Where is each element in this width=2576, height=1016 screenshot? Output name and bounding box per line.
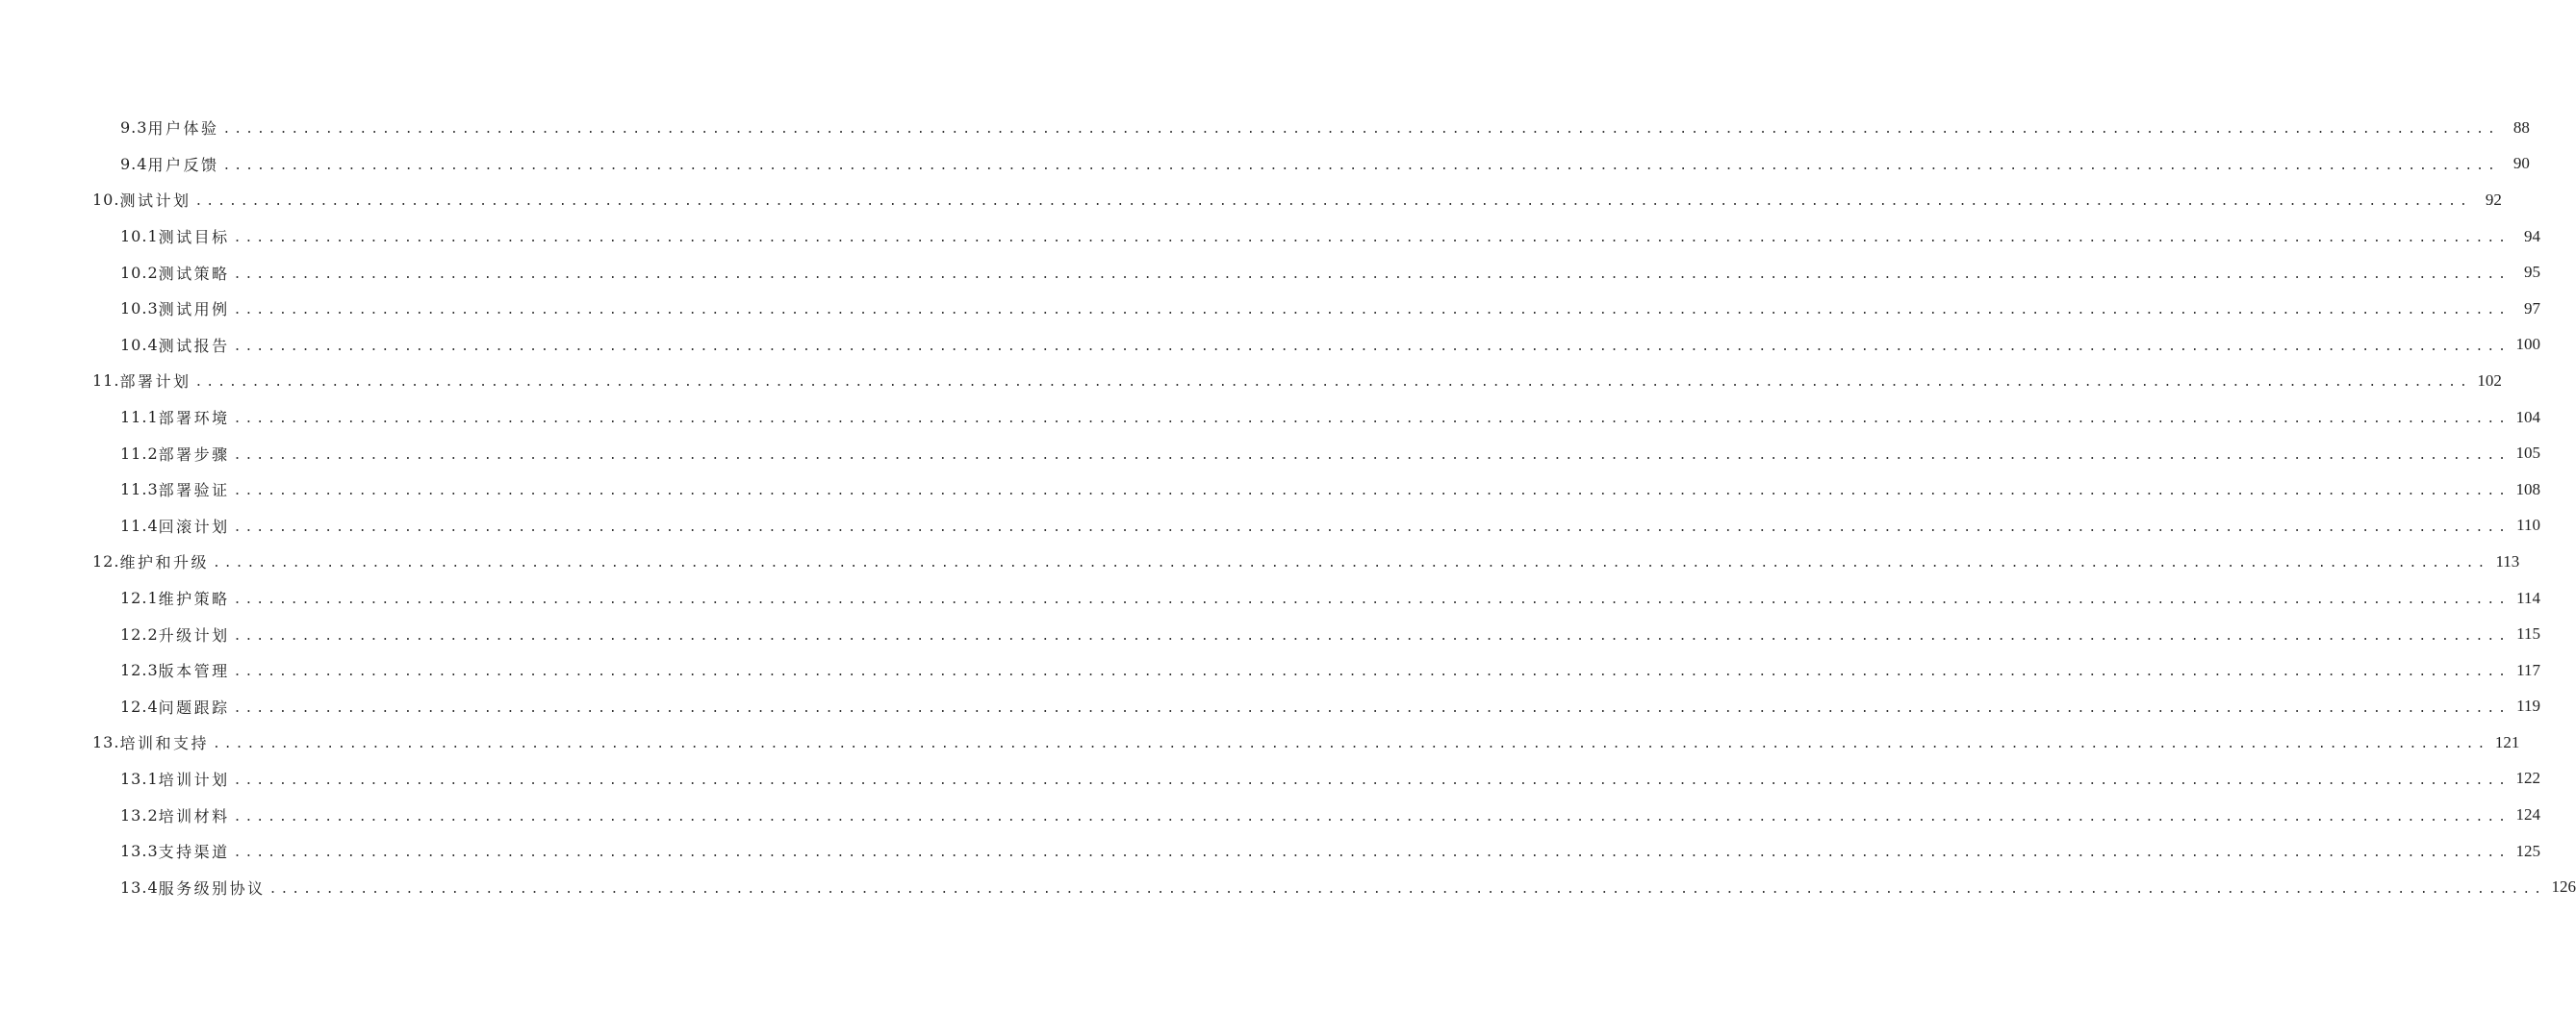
toc-page-number: 108 [2515, 479, 2540, 498]
toc-section-entry[interactable] [0, 146, 2530, 183]
toc-entry-title: 培训计划 [158, 770, 230, 789]
toc-section-entry[interactable] [0, 616, 2540, 652]
toc-entry-number: 12.3 [120, 661, 159, 680]
toc-entry-number: 13.1 [120, 769, 159, 788]
toc-dot-leader: ........................................................................................................................................................................................................ [212, 737, 2489, 752]
toc-dot-leader: ........................................................................................................................................................................................................ [233, 412, 2510, 427]
toc-section-entry[interactable] [0, 797, 2540, 833]
toc-entry-number: 11.4 [120, 516, 159, 535]
toc-chapter-entry[interactable] [0, 544, 2520, 580]
toc-entry-number: 13.2 [120, 805, 159, 825]
toc-entry-title: 部署计划 [119, 372, 191, 392]
toc-dot-leader: ........................................................................................................................................................................................................ [233, 628, 2510, 644]
toc-section-entry[interactable] [0, 471, 2540, 508]
toc-entry-number: 11.3 [120, 480, 159, 499]
toc-chapter-entry[interactable] [0, 182, 2502, 218]
toc-page-number: 119 [2516, 697, 2540, 716]
toc-entry-title: 问题跟踪 [158, 698, 230, 717]
toc-dot-leader: ........................................................................................................................................................................................................ [233, 447, 2510, 463]
toc-dot-leader: ........................................................................................................................................................................................................ [222, 122, 2499, 138]
toc-page-number: 126 [2551, 877, 2576, 897]
toc-entry-title: 部署环境 [158, 409, 230, 428]
toc-page-number: 102 [2477, 370, 2502, 390]
toc-dot-leader: ........................................................................................................................................................................................................ [233, 773, 2510, 788]
toc-section-entry[interactable] [0, 399, 2540, 436]
toc-entry-number: 9.4 [120, 154, 148, 173]
toc-section-entry[interactable] [0, 689, 2540, 725]
toc-dot-leader: ........................................................................................................................................................................................................ [233, 231, 2510, 246]
toc-page-number: 114 [2516, 588, 2540, 607]
toc-section-entry[interactable] [0, 254, 2540, 291]
toc-entry-number: 13.4 [120, 877, 159, 897]
toc-entry-number: 10. [92, 190, 120, 210]
toc-dot-leader: ........................................................................................................................................................................................................ [212, 556, 2489, 572]
toc-entry-number: 9.3 [120, 118, 148, 138]
table-of-contents [0, 110, 2576, 905]
toc-entry-title: 测试目标 [158, 228, 230, 247]
toc-page-number: 94 [2523, 226, 2540, 245]
toc-dot-leader: ........................................................................................................................................................................................................ [233, 520, 2510, 535]
toc-entry-number: 11.1 [120, 408, 159, 427]
toc-chapter-entry[interactable] [0, 363, 2502, 399]
toc-page-number: 115 [2516, 624, 2540, 644]
toc-page-number: 124 [2515, 805, 2540, 825]
toc-entry-title: 回滚计划 [158, 517, 230, 536]
toc-section-entry[interactable] [0, 110, 2530, 146]
toc-entry-title: 测试策略 [158, 264, 230, 283]
toc-page-number: 105 [2515, 444, 2540, 463]
toc-section-entry[interactable] [0, 869, 2576, 905]
toc-page-number: 97 [2523, 298, 2540, 318]
toc-entry-title: 支持渠道 [158, 843, 230, 862]
toc-entry-title: 测试计划 [119, 191, 191, 211]
toc-dot-leader: ........................................................................................................................................................................................................ [233, 303, 2510, 318]
toc-section-entry[interactable] [0, 218, 2540, 255]
toc-entry-number: 13.3 [120, 842, 159, 861]
toc-page-number: 117 [2516, 660, 2540, 679]
toc-dot-leader: ........................................................................................................................................................................................................ [268, 881, 2545, 897]
toc-section-entry[interactable] [0, 327, 2540, 364]
toc-chapter-entry[interactable] [0, 724, 2520, 761]
toc-page-number: 110 [2516, 516, 2540, 535]
toc-entry-number: 10.4 [120, 335, 159, 354]
toc-page-number: 122 [2515, 769, 2540, 788]
toc-dot-leader: ........................................................................................................................................................................................................ [233, 665, 2510, 680]
toc-entry-number: 13. [92, 733, 120, 752]
toc-entry-title: 培训和支持 [119, 734, 209, 753]
toc-page-number: 92 [2485, 190, 2502, 209]
toc-entry-number: 12.2 [120, 624, 159, 644]
toc-dot-leader: ........................................................................................................................................................................................................ [233, 700, 2510, 716]
toc-page-number: 121 [2494, 732, 2520, 751]
toc-page-number: 100 [2515, 335, 2540, 354]
toc-entry-title: 部署验证 [158, 481, 230, 500]
toc-entry-number: 11.2 [120, 444, 159, 463]
toc-entry-title: 维护策略 [158, 590, 230, 609]
toc-page-number: 88 [2512, 117, 2530, 137]
toc-entry-title: 测试报告 [158, 336, 230, 355]
toc-section-entry[interactable] [0, 580, 2540, 617]
toc-entry-title: 测试用例 [158, 300, 230, 319]
toc-entry-number: 12. [92, 552, 120, 572]
toc-entry-number: 11. [92, 371, 120, 391]
toc-dot-leader: ........................................................................................................................................................................................................ [194, 194, 2471, 210]
toc-entry-number: 10.2 [120, 263, 159, 282]
toc-dot-leader: ........................................................................................................................................................................................................ [194, 375, 2471, 391]
toc-section-entry[interactable] [0, 761, 2540, 798]
toc-entry-title: 用户反馈 [147, 155, 219, 174]
toc-entry-number: 12.1 [120, 589, 159, 608]
toc-entry-title: 部署步骤 [158, 444, 230, 464]
toc-dot-leader: ........................................................................................................................................................................................................ [233, 593, 2510, 608]
toc-dot-leader: ........................................................................................................................................................................................................ [233, 484, 2510, 499]
toc-entry-number: 10.3 [120, 299, 159, 318]
toc-dot-leader: ........................................................................................................................................................................................................ [233, 809, 2510, 825]
toc-page-number: 113 [2495, 551, 2520, 571]
toc-dot-leader: ........................................................................................................................................................................................................ [233, 339, 2510, 354]
toc-entry-number: 12.4 [120, 697, 159, 716]
toc-dot-leader: ........................................................................................................................................................................................................ [233, 267, 2510, 282]
toc-section-entry[interactable] [0, 652, 2540, 689]
toc-section-entry[interactable] [0, 291, 2540, 327]
toc-entry-title: 版本管理 [158, 662, 230, 681]
toc-dot-leader: ........................................................................................................................................................................................................ [222, 158, 2499, 173]
toc-page-number: 104 [2515, 407, 2540, 426]
toc-entry-title: 服务级别协议 [158, 878, 266, 898]
toc-entry-title: 用户体验 [147, 119, 219, 139]
toc-entry-number: 10.1 [120, 227, 159, 246]
toc-section-entry[interactable] [0, 508, 2540, 545]
toc-entry-title: 培训材料 [158, 806, 230, 826]
toc-page-number: 90 [2512, 154, 2530, 173]
toc-entry-title: 维护和升级 [119, 553, 209, 572]
toc-dot-leader: ........................................................................................................................................................................................................ [233, 846, 2510, 861]
toc-page-number: 125 [2515, 841, 2540, 860]
toc-section-entry[interactable] [0, 833, 2540, 870]
toc-entry-title: 升级计划 [158, 625, 230, 645]
toc-page-number: 95 [2523, 263, 2540, 282]
toc-section-entry[interactable] [0, 435, 2540, 471]
